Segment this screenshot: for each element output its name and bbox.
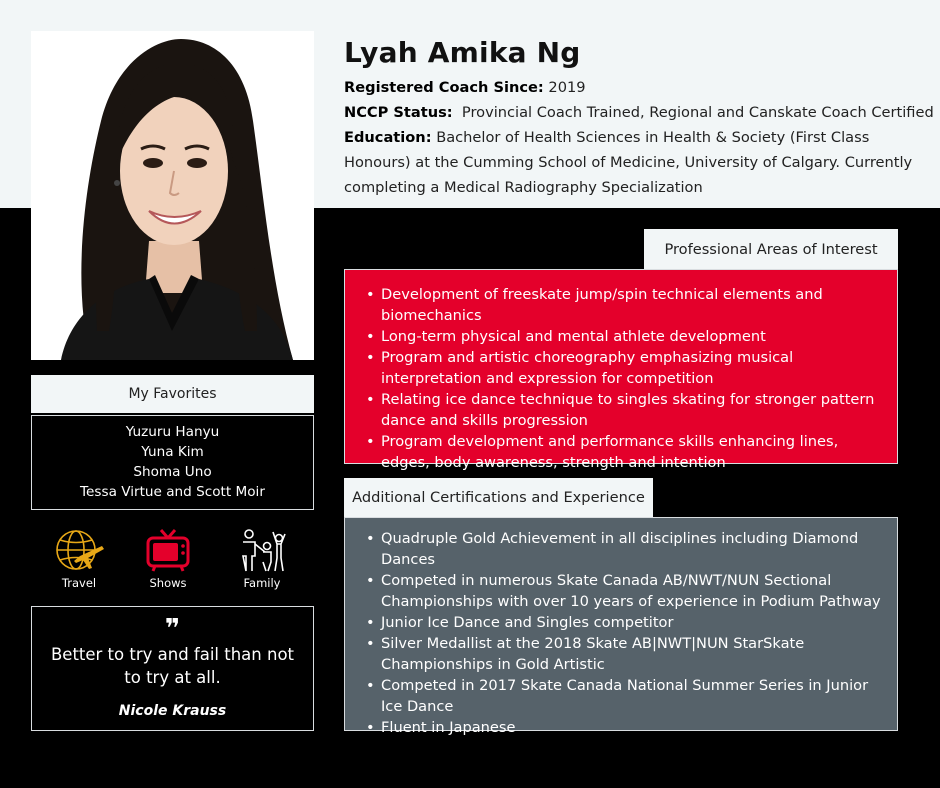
- profile-header: [344, 36, 934, 200]
- registered-label: Registered Coach Since:: [344, 79, 544, 96]
- nccp-value: Provincial Coach Trained, Regional and Canskate Coach Certified: [461, 104, 934, 121]
- hobby-family: [227, 528, 297, 590]
- nccp-label: NCCP Status:: [344, 104, 453, 121]
- quote-panel: [31, 606, 314, 731]
- interest-item: • Program development and performance skills enhancing lines, edges, body awareness, strength and intention: [362, 431, 887, 473]
- education-value: Bachelor of Health Sciences in Health & Society (First Class Honours) at the Cumming School of Medicine, University of Calgary. Currently completing a Medical Radiography Specialization: [344, 129, 913, 196]
- favorite-item: Yuzuru Hanyu: [125, 424, 220, 440]
- quote-text: Better to try and fail than not to try at all.: [50, 645, 295, 687]
- interests-list: [362, 284, 887, 473]
- interest-item: • Long-term physical and mental athlete development: [362, 326, 887, 347]
- certification-item: • Fluent in Japanese: [362, 717, 887, 738]
- certification-item: • Quadruple Gold Achievement in all disciplines including Diamond Dances: [362, 528, 887, 570]
- education-label: Education:: [344, 129, 432, 146]
- hobbies-row: [31, 528, 314, 592]
- nccp-line: [344, 100, 934, 125]
- favorites-heading: My Favorites: [31, 375, 314, 413]
- family-icon: [237, 528, 287, 572]
- certifications-list: [362, 528, 887, 738]
- hobby-label: Travel: [61, 576, 97, 590]
- quote-author: Nicole Krauss: [118, 703, 227, 719]
- interest-item: • Program and artistic choreography emphasizing musical interpretation and expression for competition: [362, 347, 887, 389]
- interests-panel: [344, 269, 898, 471]
- favorites-list: [31, 415, 314, 510]
- registered-line: [344, 75, 934, 100]
- favorite-item: Shoma Uno: [133, 464, 212, 480]
- interests-heading: Professional Areas of Interest: [644, 229, 898, 269]
- hobby-travel: [44, 528, 114, 590]
- tv-icon: [143, 528, 193, 572]
- coach-name: Lyah Amika Ng: [344, 36, 581, 69]
- interest-item: • Relating ice dance technique to singles skating for stronger pattern dance and skills progression: [362, 389, 887, 431]
- interest-item: • Development of freeskate jump/spin technical elements and biomechanics: [362, 284, 887, 326]
- certifications-panel: [344, 517, 898, 736]
- coach-photo: [31, 31, 314, 360]
- certification-item: • Competed in numerous Skate Canada AB/NWT/NUN Sectional Championships with over 10 years of experience in Podium Pathway: [362, 570, 887, 612]
- education-line: [344, 125, 934, 200]
- certification-item: • Competed in 2017 Skate Canada National Summer Series in Junior Ice Dance: [362, 675, 887, 717]
- hobby-label: Family: [243, 576, 281, 590]
- certifications-heading: Additional Certifications and Experience: [344, 478, 653, 517]
- hobby-label: Shows: [149, 576, 187, 590]
- favorite-item: Tessa Virtue and Scott Moir: [80, 484, 265, 500]
- certification-item: • Junior Ice Dance and Singles competitor: [362, 612, 887, 633]
- globe-plane-icon: [54, 528, 104, 572]
- registered-value: 2019: [548, 79, 586, 96]
- hobby-shows: [133, 528, 203, 590]
- quote-mark-icon: ❞: [164, 614, 181, 644]
- favorite-item: Yuna Kim: [141, 444, 204, 460]
- certification-item: • Silver Medallist at the 2018 Skate AB|NWT|NUN StarSkate Championships in Gold Artistic: [362, 633, 887, 675]
